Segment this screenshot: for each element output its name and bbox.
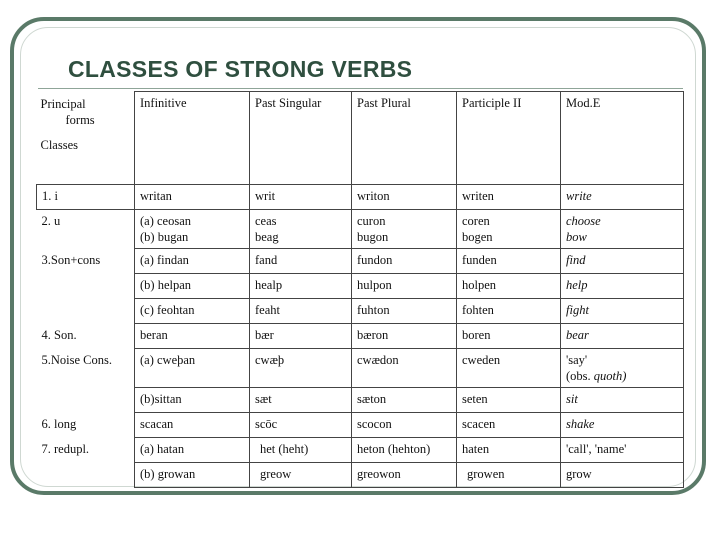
past-singular-cell: healp (250, 274, 352, 299)
mod-e-cell: shake (561, 413, 684, 438)
principal-forms-label (41, 96, 95, 128)
mod-e-cell: sit (561, 388, 684, 413)
forms-label: forms (65, 112, 95, 127)
past-singular-cell: feaht (250, 299, 352, 324)
table-row (37, 299, 684, 324)
infinitive-cell: (a) findan (135, 249, 250, 274)
past-plural-cell: fundon (352, 249, 457, 274)
past-plural-cell: bæron (352, 324, 457, 349)
class-cell: 1. i (37, 185, 135, 210)
mod-e-cell: bear (561, 324, 684, 349)
infinitive-cell: (c) feohtan (135, 299, 250, 324)
cell-line (566, 368, 678, 384)
table-row (37, 349, 684, 388)
participle-cell: growen (457, 463, 561, 488)
cell-line: bugon (357, 230, 389, 244)
infinitive-cell: scacan (135, 413, 250, 438)
table-header-row (37, 92, 684, 185)
slide-title: CLASSES OF STRONG VERBS (68, 56, 413, 82)
participle-cell: seten (457, 388, 561, 413)
cell-line: choose (566, 214, 601, 228)
table-row (37, 185, 684, 210)
table-row (37, 388, 684, 413)
class-cell: 7. redupl. (41, 441, 90, 456)
quoth-label: quoth) (593, 369, 627, 383)
title-rule (38, 88, 683, 89)
class-cell (37, 388, 135, 413)
class-cell (37, 463, 135, 488)
past-plural-cell: scocon (352, 413, 457, 438)
mod-e-cell (561, 210, 684, 249)
mod-e-cell: grow (561, 463, 684, 488)
past-singular-cell: writ (250, 185, 352, 210)
table-row (37, 324, 684, 349)
class-cell: 6. long (41, 416, 77, 431)
corner-cell (37, 92, 135, 185)
past-singular-cell: bær (250, 324, 352, 349)
participle-cell: fohten (457, 299, 561, 324)
mod-e-cell: 'call', 'name' (561, 438, 684, 463)
class-cell (37, 274, 135, 299)
class-cell (37, 299, 135, 324)
strong-verbs-table (36, 91, 684, 488)
past-singular-cell: cwæþ (250, 349, 352, 388)
infinitive-cell: writan (135, 185, 250, 210)
table-row (37, 463, 684, 488)
principal-label: Principal (40, 96, 86, 111)
cell-line: beag (255, 230, 279, 244)
class-cell: 2. u (41, 214, 61, 228)
infinitive-cell: (b) helpan (135, 274, 250, 299)
infinitive-cell: (b) growan (135, 463, 250, 488)
cell-line: bow (566, 230, 587, 244)
header-past-singular: Past Singular (250, 92, 352, 185)
infinitive-cell: (a) cweþan (135, 349, 250, 388)
past-plural-cell (352, 210, 457, 249)
cell-line: 'say' (566, 353, 588, 367)
participle-cell: cweden (457, 349, 561, 388)
mod-e-cell: write (561, 185, 684, 210)
obs-label: (obs. (566, 369, 594, 383)
header-past-plural: Past Plural (352, 92, 457, 185)
header-mod-e: Mod.E (561, 92, 684, 185)
class-cell: 3.Son+cons (41, 252, 101, 267)
table-row (37, 210, 684, 249)
participle-cell: funden (457, 249, 561, 274)
infinitive-cell (135, 210, 250, 249)
participle-cell: boren (457, 324, 561, 349)
past-singular-cell: scōc (250, 413, 352, 438)
past-plural-cell: greowon (352, 463, 457, 488)
past-plural-cell: sæton (352, 388, 457, 413)
past-plural-cell: fuhton (352, 299, 457, 324)
cell-line: bogen (462, 230, 493, 244)
cell-line: curon (357, 214, 386, 228)
table-row (37, 413, 684, 438)
mod-e-cell: find (561, 249, 684, 274)
past-singular-cell: greow (250, 463, 352, 488)
infinitive-cell: (b)sittan (135, 388, 250, 413)
table-row (37, 249, 684, 274)
past-plural-cell: writon (352, 185, 457, 210)
table-row (37, 438, 684, 463)
past-plural-cell: heton (hehton) (352, 438, 457, 463)
participle-cell: writen (457, 185, 561, 210)
header-infinitive: Infinitive (135, 92, 250, 185)
participle-cell: haten (457, 438, 561, 463)
mod-e-cell: help (561, 274, 684, 299)
class-cell: 5.Noise Cons. (41, 352, 112, 367)
participle-cell (457, 210, 561, 249)
past-singular-cell (250, 210, 352, 249)
cell-line: coren (462, 214, 490, 228)
infinitive-cell: (a) hatan (135, 438, 250, 463)
cell-line: (b) bugan (140, 230, 189, 244)
cell-line: (a) ceosan (140, 214, 192, 228)
table-row (37, 274, 684, 299)
infinitive-cell: beran (135, 324, 250, 349)
participle-cell: scacen (457, 413, 561, 438)
header-participle-ii: Participle II (457, 92, 561, 185)
past-plural-cell: hulpon (352, 274, 457, 299)
participle-cell: holpen (457, 274, 561, 299)
class-cell: 4. Son. (41, 327, 77, 342)
past-plural-cell: cwædon (352, 349, 457, 388)
mod-e-cell (561, 349, 684, 388)
classes-label: Classes (40, 137, 78, 152)
past-singular-cell: het (heht) (250, 438, 352, 463)
past-singular-cell: sæt (250, 388, 352, 413)
cell-line: ceas (255, 214, 277, 228)
mod-e-cell: fight (561, 299, 684, 324)
past-singular-cell: fand (250, 249, 352, 274)
